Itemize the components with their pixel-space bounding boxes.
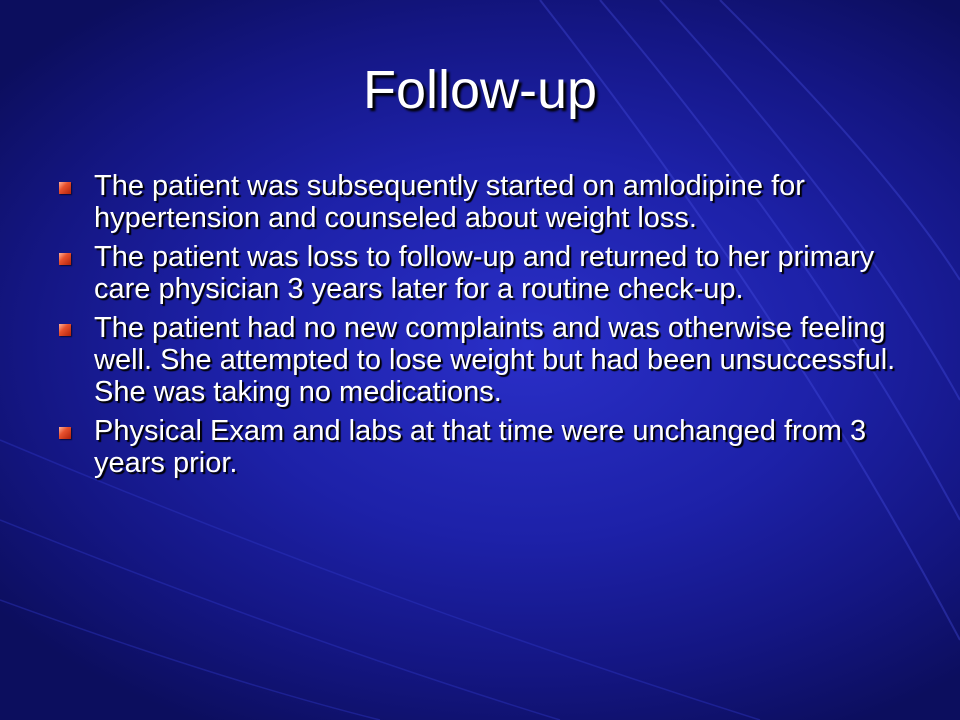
bullet-item — [56, 241, 916, 305]
slide-title: Follow-up — [362, 60, 598, 120]
bullet-list — [56, 170, 916, 486]
bullet-text: The patient was loss to follow-up and returned to her primary care physician 3 years later for a routine check-up. — [94, 241, 875, 305]
bullet-square-icon — [59, 253, 71, 265]
bullet-square-icon — [59, 182, 71, 194]
bullet-text: Physical Exam and labs at that time were unchanged from 3 years prior. — [94, 415, 867, 479]
bullet-item — [56, 170, 916, 234]
bullet-square-icon — [59, 427, 71, 439]
bullet-text: The patient was subsequently started on amlodipine for hypertension and counseled about weight loss. — [94, 170, 805, 234]
bullet-text: The patient had no new complaints and was otherwise feeling well. She attempted to lose weight but had been unsuccessful. She was taking no medications. — [94, 312, 896, 408]
bullet-square-icon — [59, 324, 71, 336]
bullet-item — [56, 415, 916, 479]
bullet-item — [56, 312, 916, 408]
